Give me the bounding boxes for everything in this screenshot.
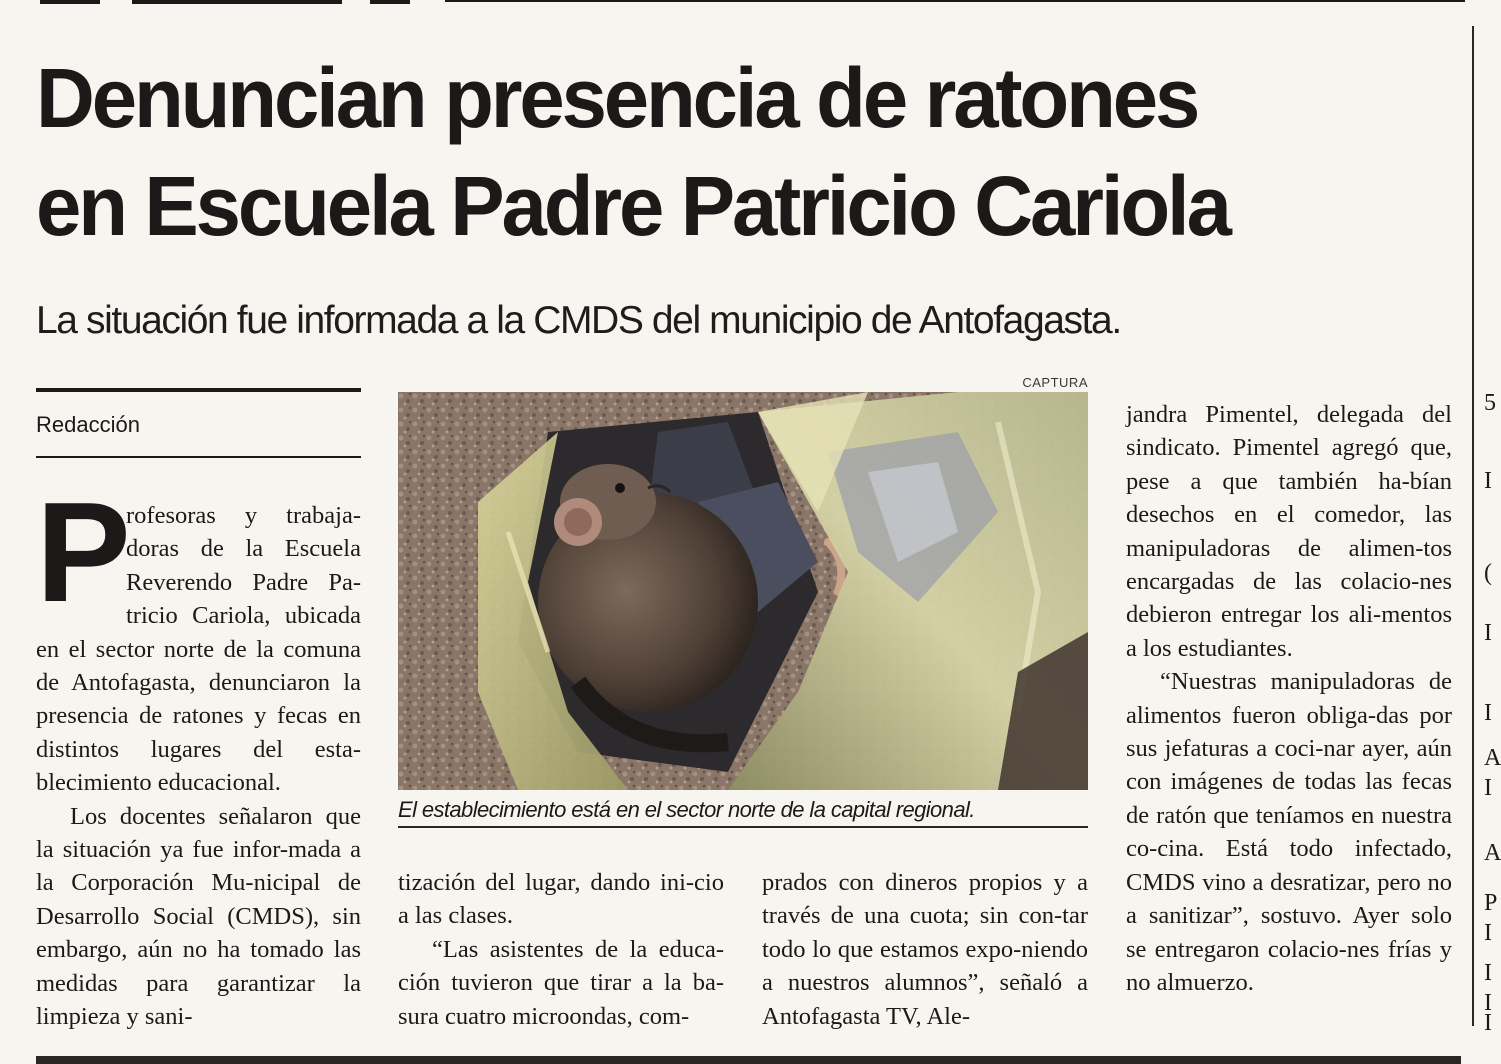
previous-article-bar xyxy=(40,0,1465,6)
body-column-1 xyxy=(36,473,361,1034)
byline-rule-bottom xyxy=(36,456,361,458)
clipped-glyph: I xyxy=(1484,1010,1492,1036)
paragraph-1 xyxy=(36,473,361,800)
caption-rule xyxy=(398,826,1088,828)
photo-caption: El establecimiento está en el sector norte de la capital regional. xyxy=(398,797,975,822)
byline-rule-top xyxy=(36,388,361,392)
paragraph-4: “Las asistentes de la educa-ción tuvieron que tirar a la ba-sura cuatro microondas, com- xyxy=(398,935,724,1030)
paragraph-7: “Nuestras manipuladoras de alimentos fueron obliga-das por sus jefaturas a coci-nar ayer, aún con imágenes de todas las fecas de ratón que teníamos en nuestra co-cina. Está todo infectado, CMDS vino a desratizar, pero no a sanitizar”, sostuvo. Ayer solo se entregaron colacio-nes frías y no almuerzo. xyxy=(1126,668,1452,996)
clipped-glyph: I xyxy=(1484,468,1492,494)
clipped-glyph: A xyxy=(1484,745,1501,771)
body-column-3 xyxy=(762,866,1088,1033)
clipped-glyph: I xyxy=(1484,620,1492,646)
rat-in-bag-illustration xyxy=(398,392,1088,790)
paragraph-6: jandra Pimentel, delegada del sindicato. Pimentel agregó que, pese a que también ha-bían desechos en el comedor, las manipuladoras de alimen-tos encargadas de las colacio-nes debieron entregar los ali-mentos a los estudiantes. xyxy=(1126,401,1452,662)
byline: Redacción xyxy=(36,412,140,437)
headline-line-1: Denuncian presencia de ratones xyxy=(36,51,1198,145)
article-photo xyxy=(398,392,1088,790)
clipped-glyph: I xyxy=(1484,920,1492,946)
clipped-glyph: 5 xyxy=(1484,390,1496,416)
clipped-glyph: I xyxy=(1484,960,1492,986)
clipped-glyph: A xyxy=(1484,840,1501,866)
photo-credit: CAPTURA xyxy=(1022,375,1088,390)
drop-cap: P xyxy=(36,473,131,632)
paragraph-5: prados con dineros propios y a través de una cuota; sin con-tar todo lo que estamos expo-niendo a nuestros alumnos”, señaló a Antofagasta TV, Ale- xyxy=(762,869,1088,1030)
clipped-glyph: I xyxy=(1484,775,1492,801)
body-column-4 xyxy=(1126,398,1452,999)
paragraph-3: tización del lugar, dando ini-cio a las clases. xyxy=(398,869,724,930)
column-gutter-rule xyxy=(1472,26,1474,1026)
clipped-glyph: ( xyxy=(1484,560,1492,586)
clipped-glyph: P xyxy=(1484,890,1498,916)
deck-subtitle: La situación fue informada a la CMDS del municipio de Antofagasta. xyxy=(36,299,1121,342)
body-column-2 xyxy=(398,866,724,1033)
bottom-rule xyxy=(36,1056,1461,1064)
headline xyxy=(36,44,1413,260)
paragraph-2: Los docentes señalaron que la situación ya fue infor-mada a la Corporación Mu-nicipal de Desarrollo Social (CMDS), sin embargo, aún no ha tomado las medidas para garantizar la limpieza y sani- xyxy=(36,802,361,1031)
paragraph-1-text: rofesoras y trabaja-doras de la Escuela Reverendo Padre Pa-tricio Cariola, ubicada en el sector norte de la comuna de Antofagasta, denunciaron la presencia de ratones y fecas en distintos lugares del esta-blecimiento educacional. xyxy=(36,502,361,797)
clipped-glyph: I xyxy=(1484,700,1492,726)
headline-line-2: en Escuela Padre Patricio Cariola xyxy=(36,159,1229,253)
clipped-glyph: I xyxy=(1484,990,1492,1016)
